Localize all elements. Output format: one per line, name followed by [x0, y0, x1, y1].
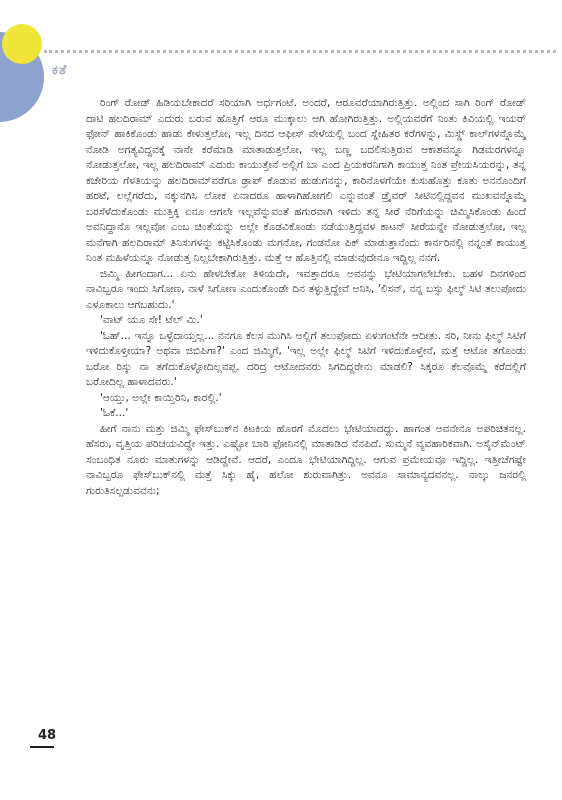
section-label: ಕತೆ — [52, 63, 68, 78]
paragraph: ರಿಂಗ್ ರೋಡ್ ಹಿಡಿಯಬೇಕಾದರೆ ಸರಿಯಾಗಿ ಅರ್ಧಗಂಟೆ. ಅಂದರೆ, ಆರೂವರೆಯಾಗಿರುತ್ತಿತ್ತು. ಅಲ್ಲಿಂದ ಸಾಗಿ ರಿಂಗ್ ರೋಡ್ ದಾಟಿ ಹಲದಿರಾಮ್ ಎದುರು ಬರುವ ಹೊತ್ತಿಗೆ ಆರೂ ಮುಕ್ಕಾಲು ಆಗಿ ಹೋಗಿರುತ್ತಿತ್ತು. ಅಲ್ಲಿಯವರೆಗೆ ನಿಂತು ಕಿವಿಯಲ್ಲಿ ಇಯರ್ ಫೋನ್ ಹಾಕಿಕೊಂಡು ಹಾಡು ಕೇಳುತ್ತಲೋ, ಇಲ್ಲ ದಿನದ ಆಫೀಸ್ ವೇಳೆಯಲ್ಲಿ ಬಂದ ಸ್ನೇಹಿತರ ಕರೆಗಳನ್ನು, ಮಿಸ್ಡ್ ಕಾಲ್‌ಗಳನ್ನೊಮ್ಮೆ ನೋಡಿ ಅಗತ್ಯವಿದ್ದವಕ್ಕೆ ನಾನೇ ಕರೆಮಾಡಿ ಮಾತಾಡುತ್ತಲೋ, ಇಲ್ಲ ಬಣ್ಣ ಬದಲಿಸುತ್ತಿರುವ ಆಕಾಶವನ್ನೂ ಗಿಡಮರಗಳನ್ನೂ ನೋಡುತ್ತಲೋ, ಇಲ್ಲ ಹಲದಿರಾಮ್ ಎದುರು ಕಾಯುತ್ತೇನೆ ಅಲ್ಲಿಗೆ ಬಾ ಎಂದ ಪ್ರಿಯಕರನಿಗಾಗಿ ಕಾಯುತ್ತ ನಿಂತ ಪ್ರೇಯಸಿಯರನ್ನು, ತನ್ನ ಕಚೇರಿಯ ಗೆಳತಿಯನ್ನು ಹಲದಿರಾಮ್‌ವರೆಗೂ ಡ್ರಾಪ್ ಕೊಡುವ ಹುಡುಗನನ್ನು, ಕಾರಿನೊಳಗೆಯೇ ಕುಸುಹೊತ್ತು ಕೂತು ಅನನೊಂದಿಗೆ ಹರಟೆ, ಲಲ್ಲೆಗರೆದು, ನಕ್ಕುನಗಿಸಿ ಲೋಕ ಏನಾದರೂ ಹಾಳಾಗಿಹೋಗಲಿ ಎನ್ನುವಂತೆ ಡ್ರೈವರ್ ಸೀಟಿನಲ್ಲಿದ್ದವನ ಮುಖವನ್ನೊಮ್ಮೆ ಬರಸೆಳೆದುಕೊಂಡು ಮುತ್ತಿಕ್ಕಿ ಏನೂ ಆಗಲೇ ಇಲ್ಲವೆನ್ನುವಂತೆ ಹಗುರವಾಗಿ ಇಳಿದು ತನ್ನ ಸೀರೆ ನೆರಿಗೆಯನ್ನು ಚಿಮ್ಮಿಸಿಕೊಂಡು ಹಿಂದೆ ಅವನಿದ್ದಾನೊ ಇಲ್ಲವೋ ಎಂಬ ಚಿಂತೆಯನ್ನು ಅಲ್ಲೇ ಕೊಡವಿಕೊಂಡು ನಡೆಯುತ್ತಿದ್ದವಳ ಕಾಟನ್ ಸೀರೆಯನ್ನೇ ನೋಡುತ್ತಲೋ, ಇಲ್ಲ ಮನೆಗಾಗಿ ಹಲದಿರಾಮ್ ತಿನಿಸುಗಳನ್ನು ಕಟ್ಟಿಸಿಕೊಂಡು ಮಗನೋ, ಗಂಡನೋ ಪಿಕ್ ಮಾಡುತ್ತಾನೆಂದು ಕಾರ್ನರಿನಲ್ಲಿ ನನ್ನಂತೆ ಕಾಯುತ್ತ ನಿಂತ ಮಹಿಳೆಯನ್ನೂ ನೋಡುತ್ತ ನಿಲ್ಲಬೇಕಾಗಿರುತ್ತಿತ್ತು. ಮತ್ತೆ ಆ ಹೊತ್ತಿನಲ್ಲಿ ಮಾಡುವುದೇನೂ ಇದ್ದಿಲ್ಲ ನನಗೆ. — [86, 97, 526, 264]
paragraph: ಜಿಮ್ಮಿ ಹೀಗಂದಾಗ... ಏನು ಹೇಳಬೇಕೋ ತಿಳಿಯದೇ, ಇವತ್ತಾದರೂ ಅವನನ್ನು ಭೇಟಿಯಾಗಲೇಬೇಕು. ಬಹಳ ದಿನಗಳಿಂದ ನಾವಿಬ್ಬರೂ ಇಂದು ಸಿಗೋಣ, ನಾಳೆ ಸಿಗೋಣ ಎಂದುಕೊಂಡೇ ದಿನ ತಳ್ಳುತ್ತಿದ್ದೇವೆ ಅನಿಸಿ, 'ಲಿಸನ್, ನನ್ನ ಬಸ್ಸು ಫಿಲ್ಮ್ ಸಿಟಿ ತಲುಪೋದು ಎಳೂಕಾಲು ಆಗಬಹುದು.' — [86, 267, 526, 311]
header-dotted-rule — [44, 50, 556, 53]
page-number: 48 — [38, 728, 57, 743]
paragraph: 'ಓಹ್... ಇನ್ನೂ ಒಳ್ಳೆದಾಯ್ತಲ್ಲ... ನನಗೂ ಕೆಲಸ ಮುಗಿಸಿ ಅಲ್ಲಿಗೆ ತಲುಪೋದು ಏಳುಗಂಟೆನೇ ಆದೀತು. ಸರಿ, ನೀನು ಫಿಲ್ಮ್ ಸಿಟಿಗೆ ಇಳಿದುಕೊಳ್ತೀಯಾ? ಅಥವಾ ಜಿಬಿಪಿಗಾ?' ಎಂದ ಜಿಮ್ಮಿಗೆ, 'ಇಲ್ಲ ಅಲ್ಲೇ ಫಿಲ್ಮ್ ಸಿಟಿಗೆ ಇಳಿದುಕೊಳ್ತೇನೆ, ಮತ್ತೆ ಆಟೋ ತಗೊಂಡು ಬರೋ ರಿಸ್ಕು ನಾ ತಗೆದುಕೊಳ್ಳೋದಿಲ್ಲವಪ್ಪ. ದರಿದ್ರ ಆಟೋದವರು ಸಿಗದಿದ್ದರೇನು ಮಾಡಲಿ? ಸಿಕ್ಕರೂ ಕೆಲವೊಮ್ಮೆ ಕರೆದಲ್ಲಿಗೆ ಬರೋದಿಲ್ಲ ಹಾಳಾದವರು.' — [86, 329, 526, 388]
corner-yellow-circle — [2, 24, 42, 64]
paragraph: 'ಓಕೆ...' — [100, 407, 129, 419]
paragraph: 'ವಾಟ್ ಯೂ ಸೇ! ಟೆಲ್ ಮಿ.' — [100, 314, 203, 326]
story-text — [86, 96, 526, 499]
paragraph: ಹೀಗೆ ನಾನು ಮತ್ತು ಜಿಮ್ಮಿ ಫೇಸ್‌ಬುಕ್‌ನ ಕಿಟಕಿಯ ಹೊರಗೆ ಮೊದಲು ಭೇಟಿಯಾದದ್ದು. ಹಾಗಂತ ಅವನೇನೂ ಅಪರಿಚಿತನಲ್ಲ. ಹೆಸರು, ವೃತ್ತಿಯ ಪರಿಚಯವಿದ್ದೇ ಇತ್ತು. ಎಷ್ಟೋ ಬಾರಿ ಫೋನಿನಲ್ಲಿ ಮಾತಾಡಿದ ನೆನಪಿದೆ. ಸುಮ್ಮನೆ ವ್ಯವಹಾರಿಕವಾಗಿ. ಅಸೈನ್‌ಮೆಂಟ್ ಸಂಬಂಧಿತ ನೂರು ಮಾತುಗಳನ್ನು ಆಡಿದ್ದೇವೆ. ಆದರೆ, ಎಂದೂ ಭೇಟಿಯಾಗಿದ್ದಿಲ್ಲ. ಆಗುವ ಪ್ರಮೇಯವೂ ಇದ್ದಿಲ್ಲ. ಇತ್ತೀಚೆಗಷ್ಟೇ ನಾವಿಬ್ಬರೂ ಫೇಸ್‌ಬುಕ್‌ನಲ್ಲಿ ಮತ್ತೆ ಸಿಕ್ಕು ಹೈ, ಹಲೋ ಶುರುವಾಗಿತ್ತು. ಅವನೂ ಸಾಮಾನ್ಯದವನಲ್ಲ. ನಾಲ್ಕು ಜನರಲ್ಲಿ ಗುರುತಿಸಲ್ಪಡುವವನು; — [86, 422, 526, 497]
paragraph: 'ಆಯ್ತು, ಅಲ್ಲೇ ಕಾಯ್ತಿರಿನಿ, ಕಾರಲ್ಲಿ.' — [100, 391, 222, 404]
page-number-rule — [30, 746, 54, 748]
